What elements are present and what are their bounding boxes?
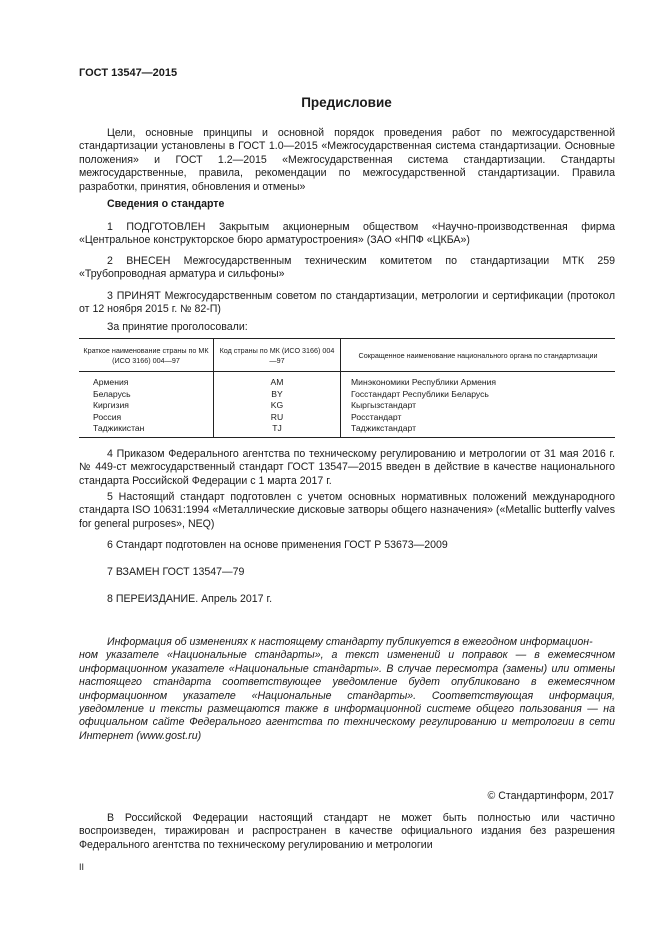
table-cell: Беларусь [93, 388, 131, 399]
info-notice-body: ном указателе «Национальные стандарты», а текст изменений и поправок — в ежемесячном информационном указателе «Национальные стандарты». В случае пересмотра (замены) или отмены настоящего стандарта соответствующее уведомление будет опубликовано в ежемесячном информационном указателе «Национальные стандарты». Соответствующая информация, уведомление и тексты размещаются также в информационной системе общего пользования — на официальном сайте Федерального агентства по техническому регулированию и метрологии в сети Интернет (www.gost.ru) [79, 649, 615, 742]
info-notice-first-line: Информация об изменениях к настоящему стандарту публикуется в ежегодном информацион- [107, 636, 593, 648]
item-6: 6 Стандарт подготовлен на основе применения ГОСТ Р 53673—2009 [107, 539, 448, 551]
table-row [79, 400, 615, 412]
table-cell: TJ [214, 423, 341, 437]
table-cell: KG [214, 400, 341, 412]
table-row [79, 389, 615, 401]
page-number: II [79, 862, 85, 872]
item-8: 8 ПЕРЕИЗДАНИЕ. Апрель 2017 г. [107, 593, 273, 605]
item-7: 7 ВЗАМЕН ГОСТ 13547—79 [107, 566, 245, 578]
table-cell: Россия [93, 411, 122, 422]
subheading: Сведения о стандарте [107, 198, 225, 210]
item-3: 3 ПРИНЯТ Межгосударственным советом по стандартизации, метрологии и сертификации (протокол от 12 ноября 2015 г. № 82-П) [79, 290, 615, 316]
table-cell: Кыргызстандарт [341, 400, 616, 412]
footer-notice: В Российской Федерации настоящий стандарт не может быть полностью или частично воспроизведен, тиражирован и распространен в качестве официального издания без разрешения Федерального агентства по техническому регулированию и метрологии [79, 812, 615, 851]
info-notice [79, 636, 615, 743]
page-title: Предисловие [301, 95, 392, 110]
vote-table [79, 338, 615, 438]
table-header-body: Сокращенное наименование национального органа по стандартизации [341, 339, 616, 372]
item-2: 2 ВНЕСЕН Межгосударственным техническим комитетом по стандартизации МТК 259 «Трубопроводная арматура и сильфоны» [79, 255, 615, 281]
table-cell: Госстандарт Республики Беларусь [341, 389, 616, 401]
table-row [79, 372, 615, 389]
item-4: 4 Приказом Федерального агентства по техническому регулированию и метрологии от 31 мая 2016 г. № 449-ст межгосударственный стандарт ГОСТ 13547—2015 введен в действие в качестве национального стандарта Российской Федерации с 1 марта 2017 г. [79, 448, 615, 487]
copyright: © Стандартинформ, 2017 [487, 790, 614, 802]
table-cell: Таджикистан [79, 423, 214, 437]
document-header: ГОСТ 13547—2015 [79, 67, 178, 79]
table-header-code: Код страны по МК (ИСО 3166) 004—97 [214, 339, 341, 372]
table-cell: Армения [93, 377, 129, 387]
table-row [79, 423, 615, 437]
table-row [79, 412, 615, 424]
table-header-country: Краткое наименование страны по МК (ИСО 3166) 004—97 [79, 339, 214, 372]
item-1: 1 ПОДГОТОВЛЕН Закрытым акционерным обществом «Научно-производственная фирма «Центральное конструкторское бюро арматуростроения» (ЗАО «НПФ «ЦКБА») [79, 221, 615, 247]
intro-paragraph: Цели, основные принципы и основной порядок проведения работ по межгосударственной стандартизации установлены в ГОСТ 1.0—2015 «Межгосударственная система стандартизации. Основные положения» и ГОСТ 1.2—2015 «Межгосударственная система стандартизации. Стандарты межгосударственные, правила, рекомендации по межгосударственной стандартизации. Правила разработки, принятия, обновления и отмены» [79, 127, 615, 193]
table-cell: Киргизия [93, 400, 129, 411]
table-cell: BY [214, 389, 341, 401]
table-cell: Таджикстандарт [341, 423, 616, 437]
table-cell: RU [214, 412, 341, 424]
table-cell: AM [214, 372, 341, 389]
table-cell: Росстандарт [341, 412, 616, 424]
item-5: 5 Настоящий стандарт подготовлен с учетом основных нормативных положений международного стандарта ISO 10631:1994 «Металлические дисковые затворы общего назначения» («Metallic butterfly valves for general purposes», NEQ) [79, 491, 615, 530]
table-cell: Минэкономики Республики Армения [341, 372, 616, 389]
vote-label: За принятие проголосовали: [107, 321, 248, 333]
